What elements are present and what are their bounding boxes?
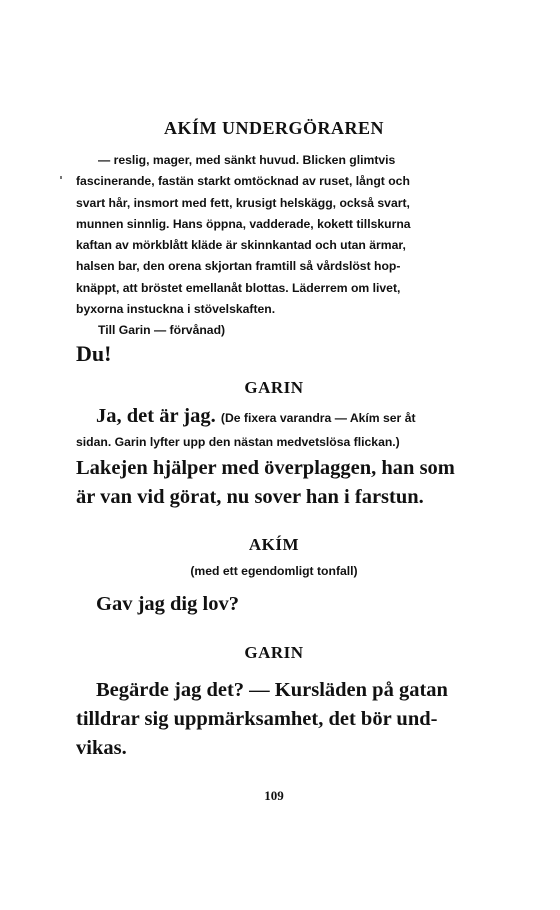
dialogue-direction: (De fixera varandra — Akím ser åt xyxy=(220,411,416,425)
dialogue-garin-2 xyxy=(76,676,472,763)
margin-mark xyxy=(60,176,62,179)
dialogue-line: är van vid görat, nu sover han i farstun. xyxy=(76,486,424,508)
speaker-name: AKÍM xyxy=(163,118,217,138)
stage-direction-akim-2: (med ett egendomligt tonfall) xyxy=(190,564,358,578)
dialogue-direction-cont: sidan. Garin lyfter upp den nästan medvetslösa flickan.) xyxy=(76,435,400,449)
stage-line: svart hår, insmort med fett, krusigt helskägg, också svart, xyxy=(76,195,410,210)
dialogue-akim-1 xyxy=(76,339,472,370)
speaker-heading-akim-2: AKÍM xyxy=(248,535,300,554)
dialogue-spoken: Ja, det är jag. xyxy=(96,405,216,427)
dialogue-garin-1 xyxy=(76,402,472,512)
speaker-heading-garin-2: GARIN xyxy=(244,643,304,662)
stage-line-to-garin: Till Garin — förvånad) xyxy=(98,323,226,338)
speaker-title: UNDERGÖRAREN xyxy=(221,118,384,138)
stage-line: munnen sinnlig. Hans öppna, vadderade, kokett tillskurna xyxy=(76,216,411,231)
dialogue-text: Du! xyxy=(76,341,112,366)
speaker-heading-garin-1: GARIN xyxy=(244,378,304,397)
dialogue-line: tilldrar sig uppmärksamhet, det bör und- xyxy=(76,708,438,730)
speaker-heading-akim xyxy=(76,118,472,139)
stage-line: byxorna instuckna i stövelskaften. xyxy=(76,302,276,317)
dialogue-line: vikas. xyxy=(76,737,127,759)
stage-direction-block xyxy=(76,150,472,342)
stage-line: knäppt, att bröstet emellanåt blottas. Läderrem om livet, xyxy=(76,280,401,295)
dialogue-line: Begärde jag det? — Kursläden på gatan xyxy=(96,679,448,701)
stage-line: halsen bar, den orena skjortan framtill så vårdslöst hop- xyxy=(76,259,401,274)
stage-line: fascinerande, fastän starkt omtöcknad av ruset, långt och xyxy=(76,174,410,189)
dialogue-akim-2: Gav jag dig lov? xyxy=(96,593,239,615)
dialogue-line: Lakejen hjälper med överplaggen, han som xyxy=(76,457,455,479)
stage-line: kaftan av mörkblått kläde är skinnkantad och utan ärmar, xyxy=(76,238,406,253)
stage-line: — reslig, mager, med sänkt huvud. Blicken glimtvis xyxy=(98,153,396,167)
page-number: 109 xyxy=(264,788,284,803)
